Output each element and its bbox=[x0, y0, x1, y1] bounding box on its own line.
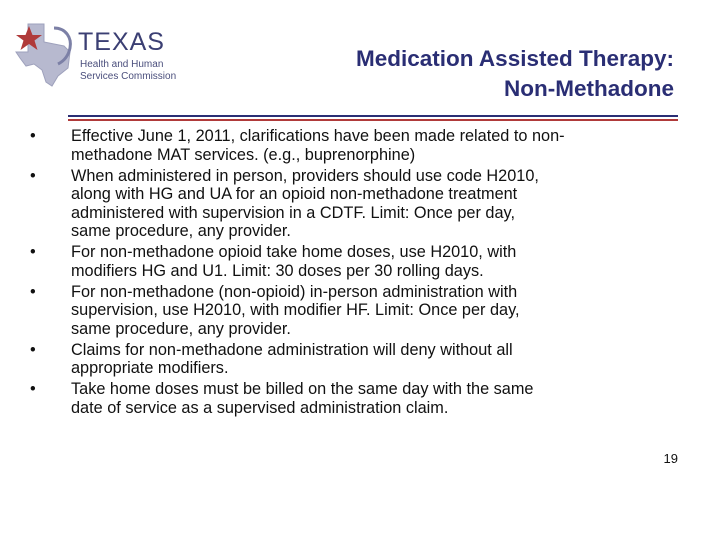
bullet-item bbox=[30, 243, 690, 280]
logo-subtitle bbox=[80, 59, 176, 83]
bullet-icon: • bbox=[30, 166, 36, 185]
page-number: 19 bbox=[663, 451, 678, 466]
bullet-icon: • bbox=[30, 282, 36, 301]
logo-subtitle-line: Health and Human bbox=[80, 59, 164, 70]
title-line-2: Non-Methadone bbox=[504, 76, 674, 101]
bullet-line: Effective June 1, 2011, clarifications have been made related to non- bbox=[71, 127, 565, 145]
texas-star-map-icon bbox=[14, 18, 78, 88]
bullet-icon: • bbox=[30, 380, 36, 399]
bullet-line: modifiers HG and U1. Limit: 30 doses per 30 rolling days. bbox=[71, 261, 484, 280]
bullet-line: appropriate modifiers. bbox=[71, 359, 229, 378]
bullet-line: Claims for non-methadone administration will deny without all bbox=[71, 340, 513, 359]
logo-subtitle-line: Services Commission bbox=[80, 71, 177, 82]
bullet-list bbox=[30, 127, 690, 420]
bullet-icon: • bbox=[30, 127, 36, 145]
bullet-line: same procedure, any provider. bbox=[71, 319, 291, 338]
logo-wordmark: TEXAS bbox=[78, 28, 165, 56]
bullet-line: along with HG and UA for an opioid non-methadone treatment bbox=[71, 185, 518, 204]
bullet-item bbox=[30, 167, 690, 241]
page-title bbox=[356, 44, 674, 104]
bullet-item bbox=[30, 380, 690, 417]
bullet-icon: • bbox=[30, 243, 36, 262]
bullet-item bbox=[30, 127, 690, 164]
bullet-line: For non-methadone opioid take home doses, use H2010, with bbox=[71, 243, 517, 262]
bullet-line: same procedure, any provider. bbox=[71, 222, 291, 241]
bullet-line: methadone MAT services. (e.g., buprenorphine) bbox=[71, 145, 416, 164]
bullet-line: administered with supervision in a CDTF. Limit: Once per day, bbox=[71, 203, 515, 222]
title-line-1: Medication Assisted Therapy: bbox=[356, 46, 674, 71]
bullet-item bbox=[30, 283, 690, 339]
bullet-line: For non-methadone (non-opioid) in-person administration with bbox=[71, 282, 518, 301]
bullet-item bbox=[30, 341, 690, 378]
bullet-line: When administered in person, providers should use code H2010, bbox=[71, 166, 539, 185]
bullet-line: Take home doses must be billed on the same day with the same bbox=[71, 380, 534, 399]
bullet-icon: • bbox=[30, 340, 36, 359]
title-divider-blue bbox=[68, 115, 678, 117]
hhsc-logo bbox=[14, 18, 194, 88]
title-divider-red bbox=[68, 119, 678, 121]
bullet-line: date of service as a supervised administration claim. bbox=[71, 398, 449, 417]
bullet-line: supervision, use H2010, with modifier HF. Limit: Once per day, bbox=[71, 301, 520, 320]
